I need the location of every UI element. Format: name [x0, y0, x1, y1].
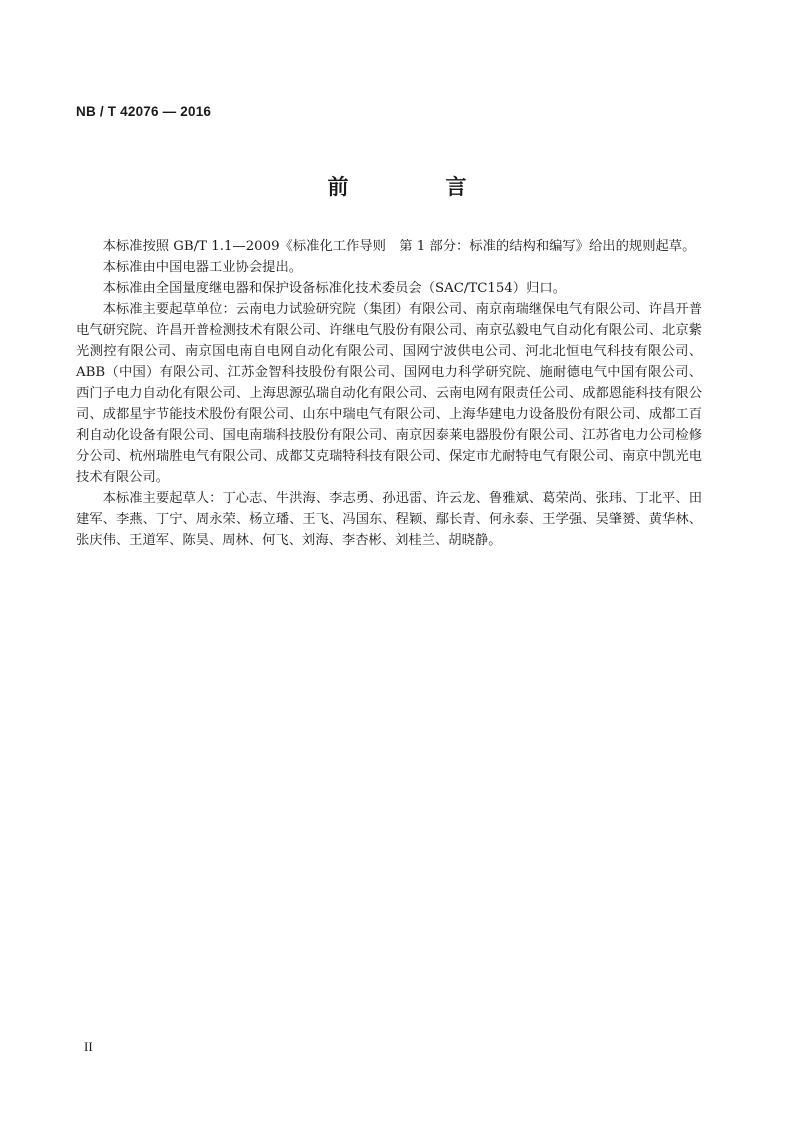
page-title: 前 言	[327, 175, 505, 199]
paragraph-proposer: 本标准由中国电器工业协会提出。	[102, 260, 303, 275]
page-number: II	[84, 1039, 93, 1054]
preface-body	[76, 236, 702, 551]
paragraph-drafters: 本标准主要起草人：丁心志、牛洪海、李志勇、孙迅雷、许云龙、鲁雅斌、葛荣尚、张玮、丁北平、田建军、李燕、丁宁、周永荣、杨立璠、王飞、冯国东、程颖、鄢长青、何永泰、王学强、吴肇赟、黄华林、张庆伟、王道军、陈昊、周林、何飞、刘海、李杏彬、刘桂兰、胡晓静。	[76, 491, 702, 548]
paragraph-committee: 本标准由全国量度继电器和保护设备标准化技术委员会（SAC/TC154）归口。	[102, 281, 566, 296]
standard-code: NB / T 42076 — 2016	[76, 104, 212, 119]
paragraph-drafting-units: 本标准主要起草单位：云南电力试验研究院（集团）有限公司、南京南瑞继保电气有限公司、许昌开普电气研究院、许昌开普检测技术有限公司、许继电气股份有限公司、南京弘毅电气自动化有限公司、北京紫光测控有限公司、南京国电南自电网自动化有限公司、国网宁波供电公司、河北北恒电气科技有限公司、ABB（中国）有限公司、江苏金智科技股份有限公司、国网电力科学研究院、施耐德电气中国有限公司、西门子电力自动化有限公司、上海思源弘瑞自动化有限公司、云南电网有限责任公司、成都恩能科技有限公司、成都星宇节能技术股份有限公司、山东中瑞电气有限公司、上海华建电力设备股份有限公司、成都工百利自动化设备有限公司、国电南瑞科技股份有限公司、南京因泰莱电器股份有限公司、江苏省电力公司检修分公司、杭州瑞胜电气有限公司、成都艾克瑞特科技有限公司、保定市尤耐特电气有限公司、南京中凯光电技术有限公司。	[76, 302, 702, 485]
paragraph-drafting-rules: 本标准按照 GB/T 1.1—2009《标准化工作导则 第 1 部分：标准的结构和编写》给出的规则起草。	[102, 239, 696, 254]
